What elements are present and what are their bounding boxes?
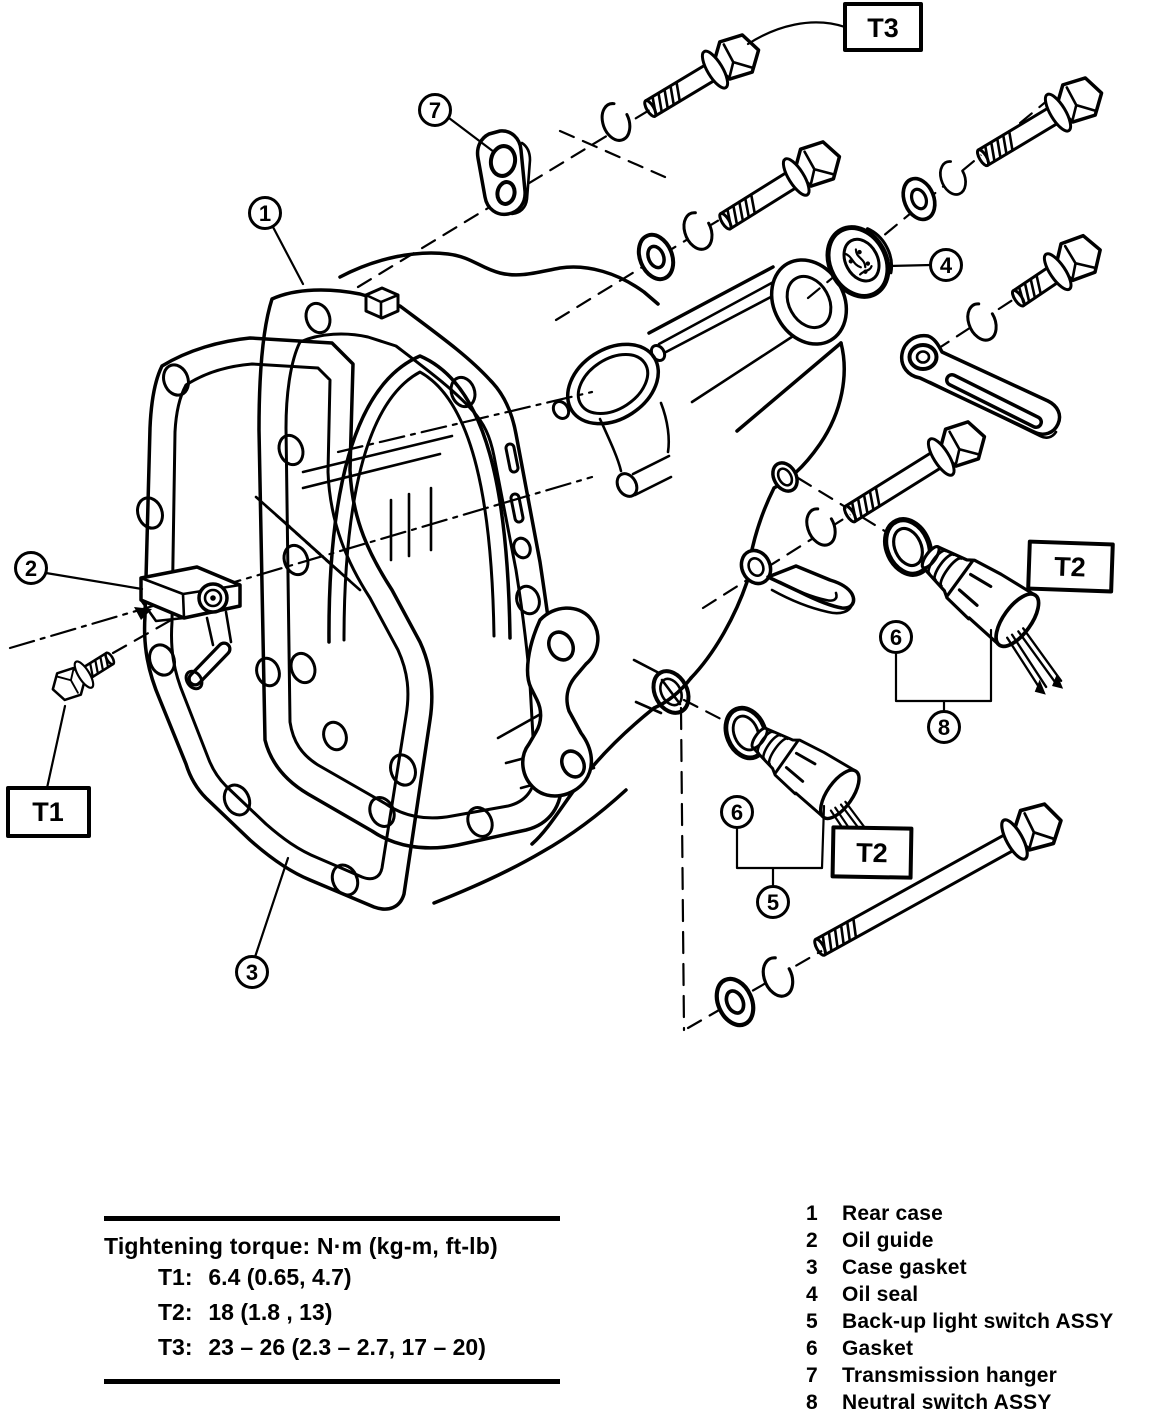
case-gasket <box>133 338 431 909</box>
svg-text:T2: T2 <box>855 837 888 869</box>
bolt-right-mid <box>1003 228 1108 318</box>
bolt-top-center <box>711 134 848 241</box>
slotted-plate <box>902 336 1060 438</box>
torque-note-title: Tightening torque: N·m (kg-m, ft-lb) <box>104 1233 498 1259</box>
bolt-t3-upper-left <box>636 27 766 129</box>
torque-note-t1: T1: 6.4 (0.65, 4.7) <box>158 1264 352 1290</box>
callout-5 <box>758 887 789 918</box>
svg-text:T3: T3 <box>867 13 899 43</box>
parts-list-row: 2 Oil guide <box>806 1229 934 1252</box>
callout-8 <box>929 712 960 743</box>
parts-list-row: 6 Gasket <box>806 1337 914 1360</box>
callout-3 <box>237 957 268 988</box>
parts-list-row: 4 Oil seal <box>806 1283 919 1306</box>
callout-2 <box>16 553 47 584</box>
callout-6-lower <box>722 797 753 828</box>
svg-text:6: 6 <box>889 625 903 650</box>
callout-6-upper <box>881 622 912 653</box>
extension-oval-flange <box>550 328 673 471</box>
extension-housing <box>649 247 861 431</box>
svg-text:2: 2 <box>24 556 38 581</box>
callout-7 <box>420 95 451 126</box>
harness-clip <box>736 546 853 613</box>
svg-text:7: 7 <box>428 98 442 123</box>
svg-text:8: 8 <box>937 715 951 740</box>
torque-note-t3: T3: 23 – 26 (2.3 – 2.7, 17 – 20) <box>158 1334 486 1360</box>
flange-lug <box>366 288 398 318</box>
stub-cylinder <box>613 456 671 500</box>
svg-text:6: 6 <box>730 800 744 825</box>
torque-tag-t1 <box>8 788 89 836</box>
parts-list-row: 1 Rear case <box>806 1202 944 1225</box>
torque-tag-t3 <box>845 4 921 50</box>
svg-text:1: 1 <box>258 201 272 226</box>
mount-bracket <box>523 608 598 796</box>
bolt-t1 <box>47 644 120 706</box>
callout-4 <box>931 250 962 281</box>
svg-text:4: 4 <box>939 253 953 278</box>
svg-text:T2: T2 <box>1053 551 1087 583</box>
torque-tag-t2-lower <box>833 827 912 877</box>
parts-list-row: 8 Neutral switch ASSY <box>806 1391 1052 1414</box>
callout-1 <box>250 198 281 229</box>
gasket-bolt-holes <box>133 361 419 899</box>
transmission-hanger <box>478 131 530 214</box>
torque-note <box>104 1216 560 1384</box>
bolt-top-right <box>969 70 1110 178</box>
parts-list-row: 3 Case gasket <box>806 1256 967 1279</box>
svg-text:T1: T1 <box>32 797 64 827</box>
center-lines <box>10 392 592 648</box>
parts-list-row: 5 Back-up light switch ASSY <box>806 1310 1114 1333</box>
torque-note-t2: T2: 18 (1.8 , 13) <box>158 1299 333 1325</box>
bolt-mid <box>836 414 993 534</box>
backup-switch-boss <box>634 660 695 719</box>
svg-text:5: 5 <box>766 890 780 915</box>
parts-list-row: 7 Transmission hanger <box>806 1364 1058 1387</box>
svg-text:3: 3 <box>245 960 259 985</box>
torque-tag-t2-upper <box>1028 542 1113 592</box>
parts-list <box>806 1202 1152 1418</box>
